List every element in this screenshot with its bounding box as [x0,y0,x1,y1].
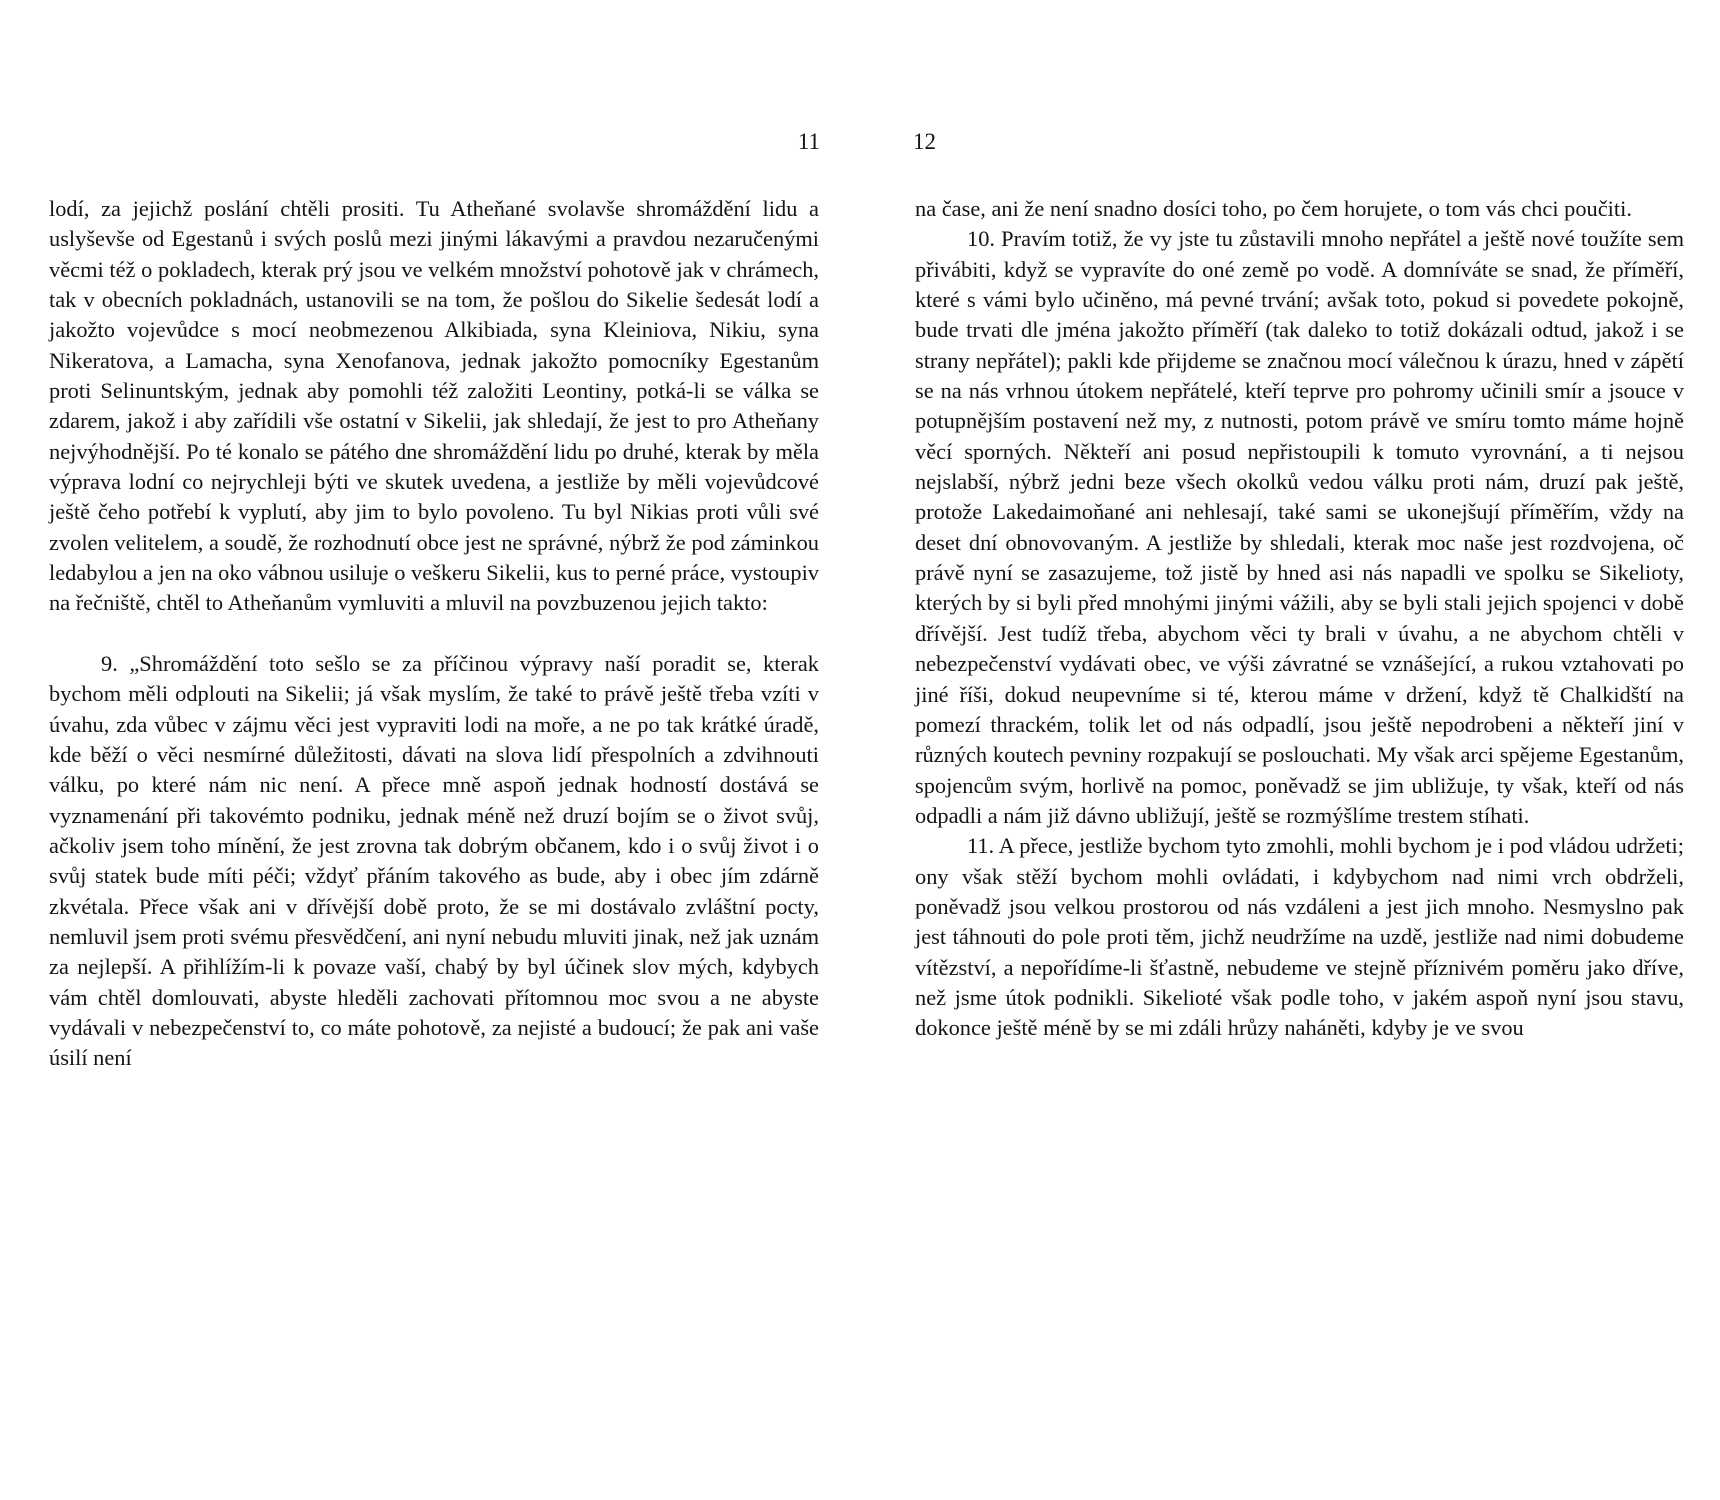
paragraph-section-11: 11. A přece, jestliže bychom tyto zmohli, mohli bychom je i pod vládou udržeti; ony však stěží bychom mohli ovládati, i kdybychom nad nimi vrch obdrželi, poněvadž jsou velkou prostorou od nás vzdáleni a jest jich mnoho. Nesmyslno pak jest táhnouti do pole proti těm, jichž neudržíme na uzdě, jestliže nad nimi dobudeme vítězství, a nepořídíme-li šťastně, nebudeme ve stejně příznivém poměru jako dříve, než jsme útok podnikli. Sikelioté však podle toho, v jakém aspoň nyní jsou stavu, dokonce ještě méně by se mi zdáli hrůzy naháněti, kdyby je ve svou [915,833,1684,1041]
paragraph-section-10: 10. Pravím totiž, že vy jste tu zůstavili mnoho nepřátel a ještě nové toužíte sem přivábiti, když se vypravíte do oné země po vodě. A domníváte se snad, že příměří, které s vámi bylo učiněno, má pevné trvání; avšak toto, pokud si povedete pokojně, bude trvati dle jména jakožto příměří (tak daleko to totiž dokázali odtud, jakož i se strany nepřátel); pakli kde přijdeme se značnou mocí válečnou k úrazu, hned v zápětí se na nás vrhnou útokem nepřátelé, kteří teprve pro pohromy učinili smír a jsouce v potupnějším postavení než my, z nutnosti, potom právě ve smíru tomto máme hojně věcí sporných. Někteří ani posud nepřistoupili k tomuto vyrovnání, a ti nejsou nejslabší, nýbrž jedni beze všech okolků vedou válku proti nám, druzí pak ještě, protože Lakedaimoňané ani nehlesají, také sami se ukonejšují příměřím, vždy na deset dní obnovovaným. A jestliže by shledali, kterak moc naše jest rozdvojena, oč právě nyní se zasazujeme, tož jistě by hned asi nás napadli ve spolku se Sikelioty, kterých by si byli před mnohými jinými vážili, aby se byli stali jejich spojenci v době dřívější. Jest tudíž třeba, abychom věci ty brali v úvahu, a ne abychom chtěli v nebezpečenství vydávati obec, ve výši závratné se vznášející, a rukou vztahovati po jiné říši, dokud neupevníme si té, kterou máme v držení, když tě Chalkidští na pomezí thrackém, tolik let od nás odpadlí, jsou ještě nepodrobeni a někteří jiní v různých koutech pevniny rozpakují se poslouchati. My však arci spějeme Egestanům, spojencům svým, horlivě na pomoc, poněvadž se jim ubližuje, ty však, kteří od nás odpadli a nám již dávno ubližují, ještě se rozmýšlíme trestem stíhati. [915,226,1684,828]
page-number-left: 11 [797,129,820,154]
left-page-text [49,194,819,1074]
paragraph-section-9: 9. „Shromáždění toto sešlo se za příčinou výpravy naší poradit se, kterak bychom měli odplouti na Sikelii; já však myslím, že také to právě ještě třeba vzíti v úvahu, zda vůbec v zájmu věci jest vypraviti lodi na moře, a ne po tak krátké úradě, kde běží o věci nesmírné důležitosti, dávati na slova lidí přespolních a zdvihnouti válku, po které nám nic není. A přece mně aspoň jednak hodností dostává se vyznamenání při takovémto podniku, jednak méně než druzí bojím se o život svůj, ačkoliv jsem toho mínění, že jest zrovna tak dobrým občanem, kdo i o svůj život i o svůj statek bude míti péči; vždyť přáním takového as bude, aby i obec jím zdárně zkvétala. Přece však ani v dřívější době proto, že se mi dostávalo zvláštní pocty, nemluvil jsem proti svému přesvědčení, ani nyní nebudu mluviti jinak, než jak uznám za nejlepší. A přihlížím-li k povaze vaší, chabý by byl účinek slov mých, kdybych vám chtěl domlouvati, abyste hleděli zachovati přítomnou moc svou a ne abyste vydávali v nebezpečenství to, co máte pohotově, za nejisté a budoucí; že pak ani vaše úsilí není [49,650,819,1071]
paragraph-continuation: lodí, za jejichž poslání chtěli prositi. Tu Atheňané svolavše shromáždění lidu a uslyševše od Egestanů i svých poslů mezi jinými lákavými a pravdou nezaručenými věcmi též o pokladech, kterak prý jsou ve velkém množství pohotově jak v chrámech, tak v obecních pokladnách, ustanovili se na tom, že pošlou do Sikelie šedesát lodí a jakožto vojevůdce s mocí neobmezenou Alkibiada, syna Kleiniova, Nikiu, syna Nikeratova, a Lamacha, syna Xenofanova, jednak jakožto pomocníky Egestanům proti Selinuntským, jednak aby pomohli též založiti Leontiny, potká-li se válka se zdarem, jakož i aby zařídili vše ostatní v Sikelii, jak shledají, že jest to pro Atheňany nejvýhodnější. Po té konalo se pátého dne shromáždění lidu po druhé, kterak by měla výprava lodní co nejrychleji býti ve skutek uvedena, a jestliže by měli vojevůdcové ještě čeho potřebí k vyplutí, aby jim to bylo povoleno. Tu byl Nikias proti vůli své zvolen velitelem, a soudě, že rozhodnutí obce jest ne správné, nýbrž že pod záminkou ledabylou a jen na oko vábnou usiluje o veškeru Sikelii, kus to perné práce, vystoupiv na řečniště, chtěl to Atheňanům vymluviti a mluvil na povzbuzenou jejich takto: [49,196,819,616]
right-page-text [915,194,1684,1044]
page-number-right: 12 [913,129,936,154]
right-page [860,0,1720,1500]
paragraph-continuation-right: na čase, ani že není snadno dosíci toho, po čem horujete, o tom vás chci poučiti. [915,196,1632,221]
